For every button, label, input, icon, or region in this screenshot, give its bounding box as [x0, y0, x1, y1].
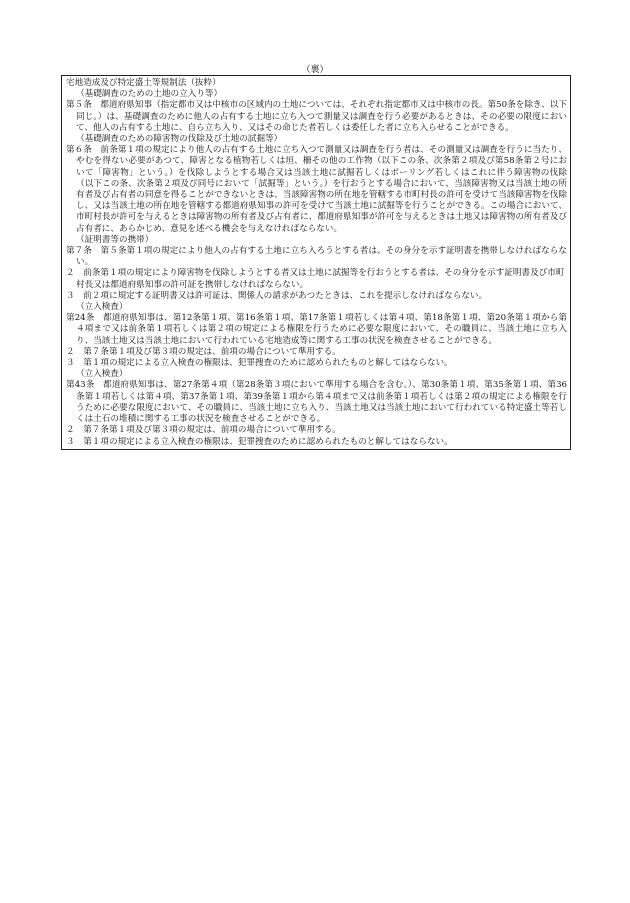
article-43-paragraph-2: ２ 第７条第１項及び第３項の規定は、前項の場合について準用する。 — [66, 425, 341, 436]
document-title: 宅地造成及び特定盛土等規制法（抜粋） — [66, 78, 221, 88]
article-43-paragraph-3: ３ 第１項の規定による立入検査の権限は、犯罪捜査のために認められたものと解してはならない。 — [66, 436, 453, 447]
page-side-label: （裏） — [301, 65, 329, 75]
article-7-paragraph-2: ２ 前条第１項の規定により障害物を伐除しようとする者又は土地に試掘等を行おうとする者は、その身分を示す証明書及び市町村長又は都道府県知事の許可証を携帯しなければならない。 — [66, 268, 565, 290]
article-5: 第５条 都道府県知事（指定都市又は中核市の区域内の土地については、それぞれ指定都市又は中核市の長。第50条を除き、以下同じ。）は、基礎調査のために他人の占有する土地に立ち入つて測量又は調査を行う必要があるときは、その必要の限度において、他人の占有する土地に、自ら立ち入り、又はその命じた者若しくは委任した者に立ち入らせることができる。 — [66, 100, 567, 133]
section-heading: （証明書等の携帯） — [76, 234, 154, 245]
law-excerpt-box — [61, 75, 571, 450]
article-43: 第43条 都道府県知事は、第27条第４項（第28条第３項において準用する場合を含む。）、第30条第１項、第35条第１項、第36条第１項若しくは第４項、第37条第１項、第39条第１項から第４項まで又は前条第１項若しくは第２項の規定による権限を行うために必要な限度において、その職員に、当該土地に立ち入り、当該土地又は当該土地において行われている特定盛土等若しくは土石の堆積に関する工事の状況を検査させることができる。 — [66, 380, 567, 425]
section-heading: （基礎調査のための障害物の伐除及び土地の試掘等） — [76, 134, 283, 145]
article-24: 第24条 都道府県知事は、第12条第１項、第16条第１項、第17条第１項若しくは第４項、第18条第１項、第20条第１項から第４項まで又は前条第１項若しくは第２項の規定による権限を行うために必要な限度において、その職員に、当該土地に立ち入り、当該土地又は当該土地において行われている宅地造成等に関する工事の状況を検査させることができる。 — [66, 313, 567, 346]
section-heading: （立入検査） — [76, 369, 128, 380]
article-6: 第６条 前条第１項の規定により他人の占有する土地に立ち入つて測量又は調査を行う者は、その測量又は調査を行うに当たり、やむを得ない必要があつて、障害となる植物若しくは垣、柵その他の工作物（以下この条、次条第２項及び第58条第２号において「障害物」という。）を伐除しようとする場合又は当該土地に試掘若しくはボーリング若しくはこれに伴う障害物の伐除（以下この条、次条第２項及び同号において「試掘等」という。）を行おうとする場合において、当該障害物又は当該土地の所有者及び占有者の同意を得ることができないときは、当該障害物の所在地を管轄する市町村長の許可を受けて当該障害物を伐除し、又は当該土地の所在地を管轄する都道府県知事の許可を受けて当該土地に試掘等を行うことができる。この場合において、市町村長が許可を与えるときは障害物の所有者及び占有者に、都道府県知事が許可を与えるときは土地又は障害物の所有者及び占有者に、あらかじめ、意見を述べる機会を与えなければならない。 — [66, 145, 567, 234]
section-heading: （立入検査） — [76, 302, 128, 313]
article-7-paragraph-3: ３ 前２項に規定する証明書又は許可証は、関係人の請求があつたときは、これを提示しなければならない。 — [66, 290, 488, 301]
article-24-paragraph-2: ２ 第７条第１項及び第３項の規定は、前項の場合について準用する。 — [66, 346, 341, 357]
section-heading: （基礎調査のための土地の立入り等） — [76, 89, 223, 100]
article-24-paragraph-3: ３ 第１項の規定による立入検査の権限は、犯罪捜査のために認められたものと解してはならない。 — [66, 358, 453, 369]
article-7: 第７条 第５条第１項の規定により他人の占有する土地に立ち入ろうとする者は、その身分を示す証明書を携帯しなければならない。 — [66, 246, 567, 268]
